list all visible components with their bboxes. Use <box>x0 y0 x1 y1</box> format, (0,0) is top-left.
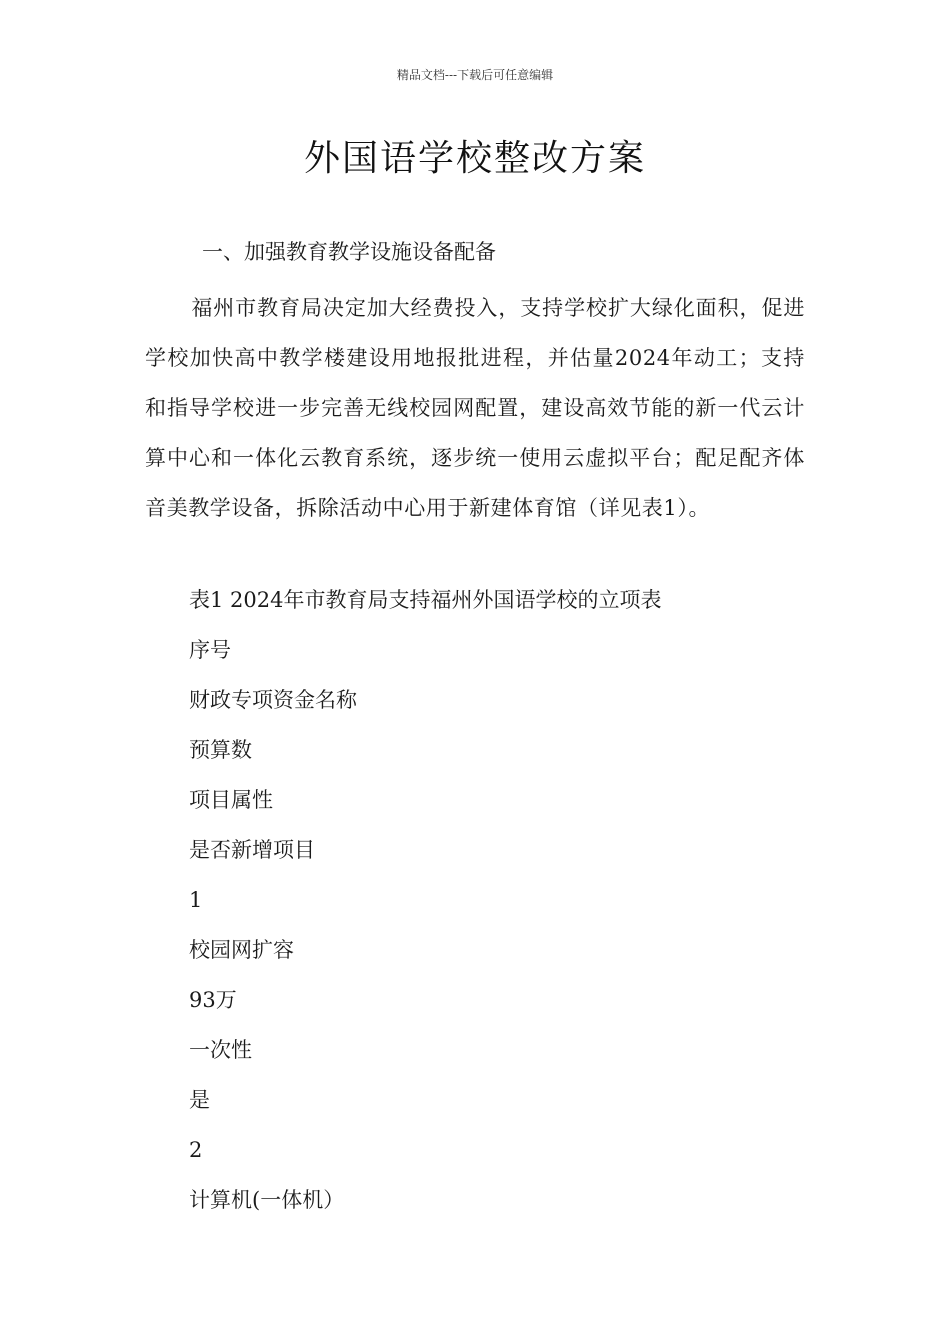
body-paragraph <box>145 283 805 533</box>
table-cell: 2 <box>189 1138 203 1162</box>
section-heading: 一、加强教育教学设施设备配备 <box>202 240 496 264</box>
table-header-cell: 是否新增项目 <box>189 838 315 862</box>
table-cell: 1 <box>189 888 203 912</box>
table-header-cell: 预算数 <box>189 738 252 762</box>
body-paragraph-text: 福州市教育局决定加大经费投入，支持学校扩大绿化面积，促进学校加快高中教学楼建设用地报批进程，并估量2024年动工；支持和指导学校进一步完善无线校园网配置，建设高效节能的新一代云计算中心和一体化云教育系统，逐步统一使用云虚拟平台；配足配齐体音美教学设备，拆除活动中心用于新建体育馆（详见表1）。 <box>145 296 805 520</box>
document-title: 外国语学校整改方案 <box>303 138 646 179</box>
table-caption: 表1 2024年市教育局支持福州外国语学校的立项表 <box>189 588 662 612</box>
table-as-lines <box>189 575 809 1225</box>
table-cell: 计算机(一体机） <box>189 1188 345 1212</box>
table-cell: 93万 <box>189 988 237 1012</box>
header-note: 精品文档---下载后可任意编辑 <box>396 68 554 82</box>
table-header-cell: 项目属性 <box>189 788 273 812</box>
table-cell: 校园网扩容 <box>189 938 294 962</box>
table-cell: 一次性 <box>189 1038 252 1062</box>
table-cell: 是 <box>189 1088 210 1112</box>
table-header-cell: 序号 <box>189 638 231 662</box>
table-header-cell: 财政专项资金名称 <box>189 688 357 712</box>
